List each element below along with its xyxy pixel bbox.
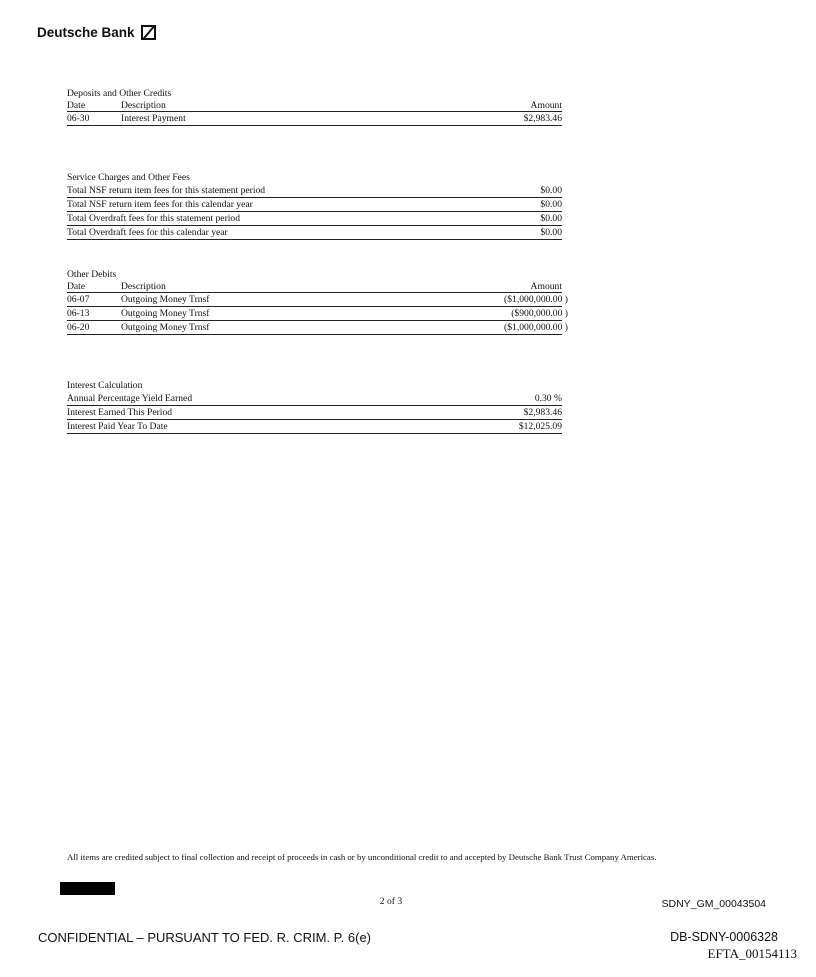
interest-label: Interest Paid Year To Date xyxy=(67,421,168,432)
bank-logo xyxy=(37,25,156,40)
row-date: 06-13 xyxy=(67,308,90,319)
row-date: 06-20 xyxy=(67,322,90,333)
date-header: Date xyxy=(67,100,86,111)
amount-header: Amount xyxy=(530,281,562,292)
deutsche-bank-slash-icon xyxy=(141,25,156,40)
other-debits-section xyxy=(67,268,568,335)
bank-name: Deutsche Bank xyxy=(37,25,135,40)
bates-number-sdny: SDNY_GM_00043504 xyxy=(661,898,766,910)
interest-title: Interest Calculation xyxy=(67,380,143,391)
row-date: 06-30 xyxy=(67,113,90,124)
bates-number-db: DB-SDNY-0006328 xyxy=(670,930,778,944)
description-header: Description xyxy=(121,281,166,292)
interest-section xyxy=(67,379,562,434)
table-row xyxy=(67,226,562,240)
table-row xyxy=(67,112,562,126)
page-number: 2 of 3 xyxy=(379,896,403,907)
confidentiality-notice: CONFIDENTIAL – PURSUANT TO FED. R. CRIM. P. 6(e) xyxy=(38,930,372,945)
table-row xyxy=(67,392,562,406)
service-charges-title: Service Charges and Other Fees xyxy=(67,172,190,183)
fee-label: Total Overdraft fees for this calendar year xyxy=(67,227,228,238)
row-description: Outgoing Money Trnsf xyxy=(121,322,210,333)
description-header: Description xyxy=(121,100,166,111)
fee-label: Total Overdraft fees for this statement period xyxy=(67,213,241,224)
interest-label: Interest Earned This Period xyxy=(67,407,173,418)
row-amount: ($1,000,000.00 ) xyxy=(504,322,568,333)
deposits-header-row xyxy=(67,100,562,112)
table-row xyxy=(67,406,562,420)
row-description: Interest Payment xyxy=(121,113,186,124)
fee-amount: $0.00 xyxy=(540,213,562,224)
interest-amount: $2,983.46 xyxy=(523,407,562,418)
fee-label: Total NSF return item fees for this calendar year xyxy=(67,199,253,210)
fee-amount: $0.00 xyxy=(540,199,562,210)
fee-amount: $0.00 xyxy=(540,227,562,238)
interest-amount: 0.30 % xyxy=(534,393,562,404)
other-debits-header-row xyxy=(67,281,562,293)
deposits-section xyxy=(67,87,562,126)
other-debits-title: Other Debits xyxy=(67,269,117,280)
row-amount: ($1,000,000.00 ) xyxy=(504,294,568,305)
row-date: 06-07 xyxy=(67,294,90,305)
row-description: Outgoing Money Trnsf xyxy=(121,308,210,319)
redaction-box xyxy=(60,882,115,895)
table-row xyxy=(67,184,562,198)
row-amount: $2,983.46 xyxy=(523,113,562,124)
row-description: Outgoing Money Trnsf xyxy=(121,294,210,305)
interest-label: Annual Percentage Yield Earned xyxy=(67,393,193,404)
table-row xyxy=(67,212,562,226)
table-row xyxy=(67,307,568,321)
collection-disclaimer: All items are credited subject to final collection and receipt of proceeds in cash or by unconditional credit to and accepted by Deutsche Bank Trust Company Americas. xyxy=(67,852,657,862)
deposits-title: Deposits and Other Credits xyxy=(67,88,172,99)
table-row xyxy=(67,198,562,212)
date-header: Date xyxy=(67,281,86,292)
service-charges-section xyxy=(67,171,562,240)
efta-number: EFTA_00154113 xyxy=(707,946,797,961)
fee-label: Total NSF return item fees for this statement period xyxy=(67,185,266,196)
row-amount: ($900,000.00 ) xyxy=(511,308,568,319)
table-row xyxy=(67,321,568,335)
table-row xyxy=(67,420,562,434)
interest-amount: $12,025.09 xyxy=(518,421,562,432)
fee-amount: $0.00 xyxy=(540,185,562,196)
table-row xyxy=(67,293,568,307)
amount-header: Amount xyxy=(530,100,562,111)
